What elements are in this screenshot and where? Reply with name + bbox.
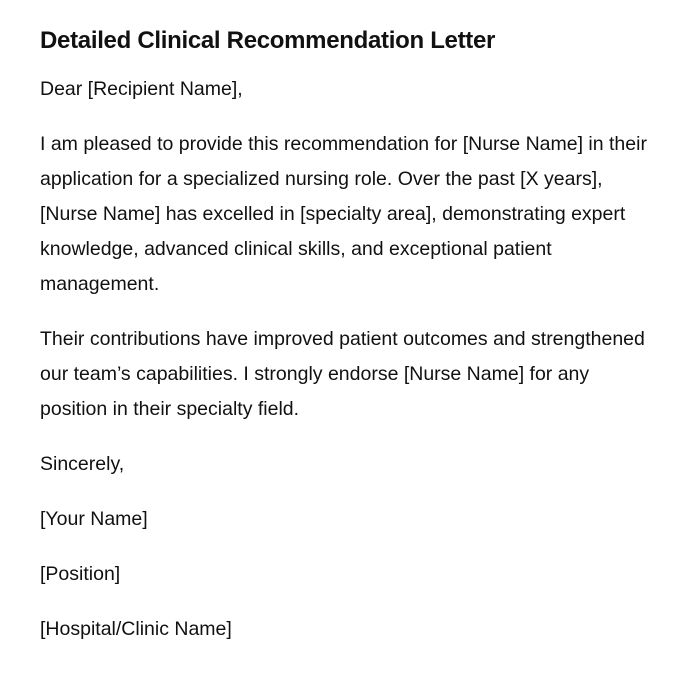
letter-paragraph-2: Their contributions have improved patient outcomes and strengthened our team’s capabilities. I strongly endorse [Nurse Name] for any position in their specialty field. [40, 328, 645, 420]
letter-paragraph-1: I am pleased to provide this recommendation for [Nurse Name] in their application for a specialized nursing role. Over the past [X years], [Nurse Name] has excelled in [specialty area], demonstrating expert knowledge, advanced clinical skills, and exceptional patient management. [40, 133, 647, 295]
signature-organization: [Hospital/Clinic Name] [40, 618, 232, 640]
letter-body [40, 72, 650, 647]
signature-position: [Position] [40, 563, 121, 585]
signature-name: [Your Name] [40, 508, 148, 530]
letter-salutation: Dear [Recipient Name], [40, 78, 243, 100]
letter-closing: Sincerely, [40, 453, 125, 475]
letter-title: Detailed Clinical Recommendation Letter [40, 27, 496, 54]
